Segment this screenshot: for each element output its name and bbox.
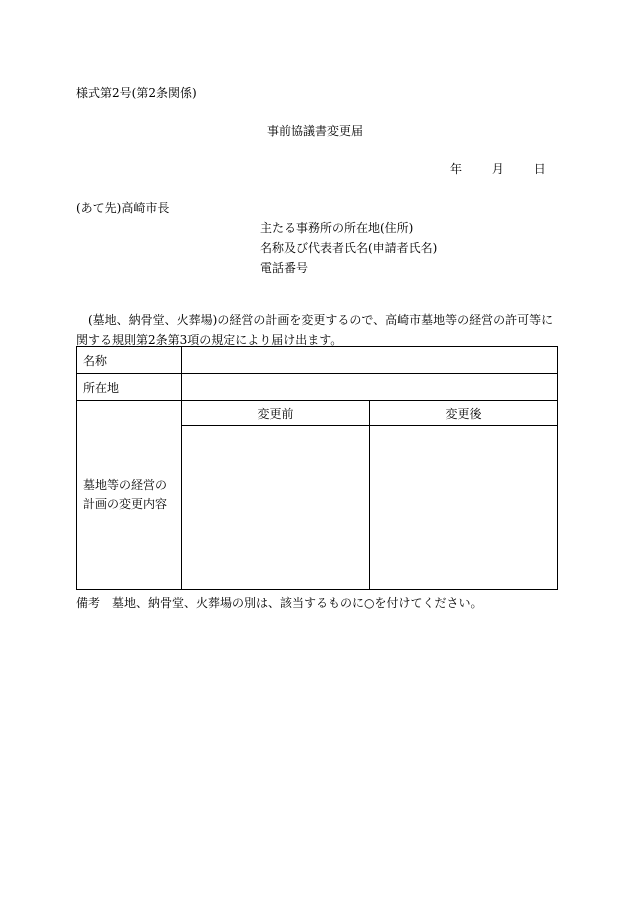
day-label: 日 bbox=[533, 162, 546, 176]
applicant-name-label: 名称及び代表者氏名(申請者氏名) bbox=[260, 241, 438, 255]
body-text: (墓地、納骨堂、火葬場)の経営の計画を変更するので、高崎市墓地等の経営の許可等に関する規則第2条第3項の規定により届け出ます。 bbox=[76, 313, 554, 347]
name-label-cell: 名称 bbox=[77, 347, 182, 374]
form-number: 様式第2号(第2条関係) bbox=[76, 86, 197, 100]
remarks: 備考 墓地、納骨堂、火葬場の別は、該当するものに○を付けてください。 bbox=[76, 596, 483, 610]
after-header-cell: 変更後 bbox=[370, 401, 558, 426]
content-label-line2: 計画の変更内容 bbox=[83, 497, 168, 511]
applicant-block bbox=[260, 218, 437, 278]
content-label-line1: 墓地等の経営の bbox=[83, 478, 168, 492]
month-label: 月 bbox=[491, 162, 504, 176]
applicant-phone-label: 電話番号 bbox=[260, 261, 309, 275]
before-header-cell: 変更前 bbox=[182, 401, 370, 426]
applicant-address-label: 主たる事務所の所在地(住所) bbox=[260, 221, 414, 235]
year-label: 年 bbox=[450, 162, 463, 176]
before-content-cell[interactable] bbox=[182, 426, 370, 590]
location-value-cell[interactable] bbox=[182, 374, 558, 401]
content-label-cell bbox=[77, 401, 182, 590]
after-content-cell[interactable] bbox=[370, 426, 558, 590]
addressee: (あて先)高崎市長 bbox=[76, 201, 170, 215]
date-line bbox=[450, 160, 546, 177]
change-table bbox=[76, 346, 558, 590]
location-label-cell: 所在地 bbox=[77, 374, 182, 401]
document-title: 事前協議書変更届 bbox=[266, 124, 363, 138]
name-value-cell[interactable] bbox=[182, 347, 558, 374]
